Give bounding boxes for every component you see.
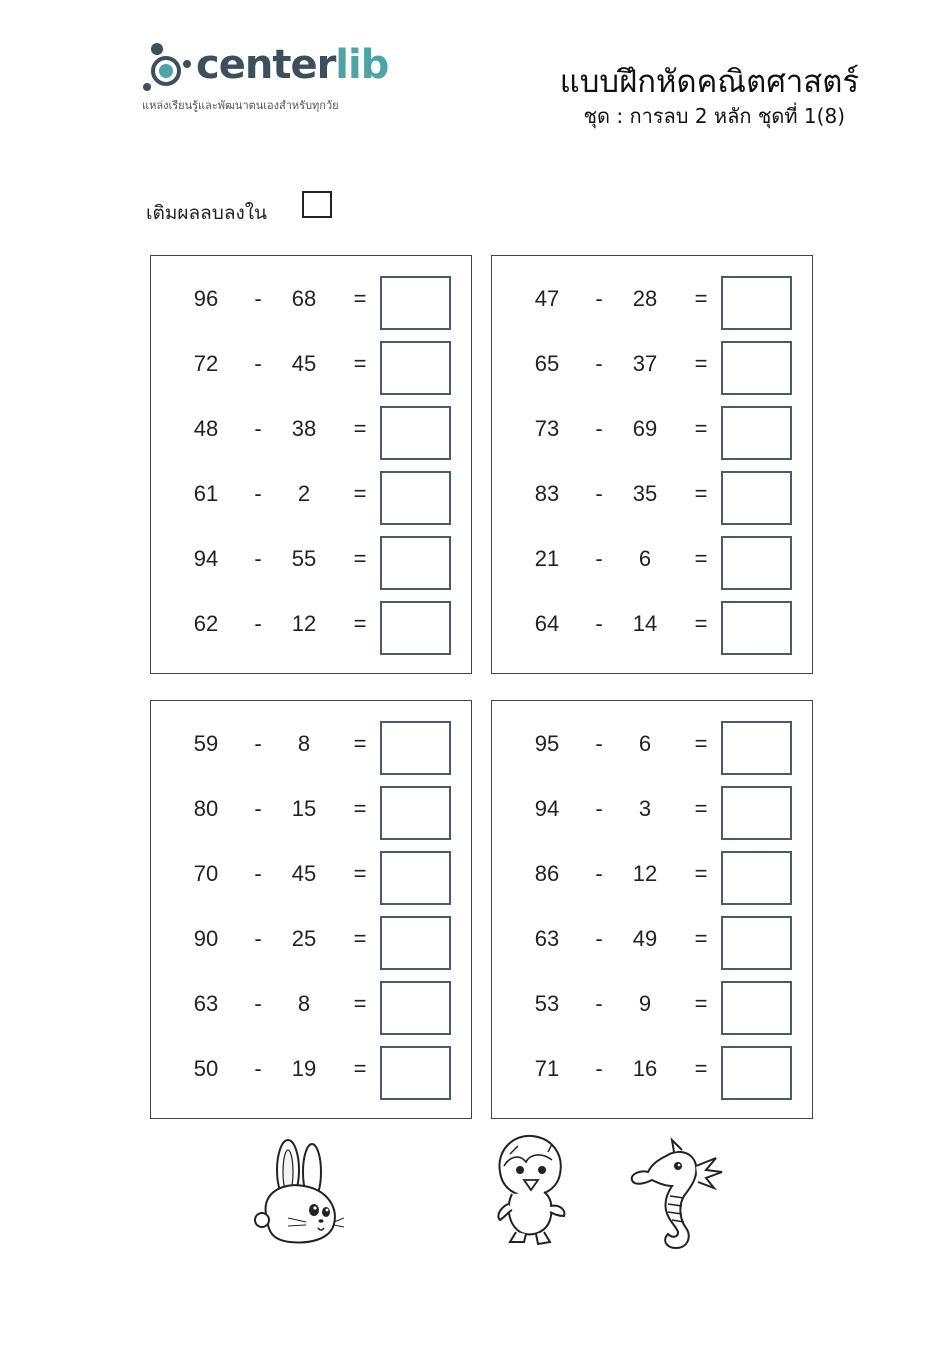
minuend: 59 (193, 731, 219, 756)
subtrahend: 25 (291, 926, 317, 951)
minuend: 83 (534, 481, 560, 506)
minuend: 94 (193, 546, 219, 571)
equals-sign: = (694, 286, 708, 311)
problem-row (492, 341, 812, 397)
minus-sign: - (254, 351, 262, 376)
subtrahend: 28 (632, 286, 658, 311)
problem-row (492, 721, 812, 777)
minus-sign: - (595, 481, 603, 506)
subtrahend: 45 (291, 351, 317, 376)
answer-box[interactable] (721, 851, 792, 905)
minuend: 63 (534, 926, 560, 951)
equals-sign: = (353, 1056, 367, 1081)
minuend: 64 (534, 611, 560, 636)
rabbit-icon (248, 1138, 344, 1246)
minus-sign: - (595, 731, 603, 756)
minus-sign: - (254, 991, 262, 1016)
problem-row (151, 851, 471, 907)
equals-sign: = (353, 611, 367, 636)
answer-box[interactable] (721, 406, 792, 460)
problem-row (492, 786, 812, 842)
minus-sign: - (254, 731, 262, 756)
answer-box[interactable] (380, 721, 451, 775)
logo-molecule-icon (138, 40, 198, 100)
answer-box[interactable] (721, 786, 792, 840)
equals-sign: = (353, 861, 367, 886)
answer-box[interactable] (721, 536, 792, 590)
minuend: 48 (193, 416, 219, 441)
answer-box[interactable] (721, 341, 792, 395)
minus-sign: - (595, 991, 603, 1016)
problem-panel-1 (150, 255, 472, 674)
equals-sign: = (353, 731, 367, 756)
minuend: 47 (534, 286, 560, 311)
answer-box[interactable] (721, 916, 792, 970)
subtrahend: 37 (632, 351, 658, 376)
equals-sign: = (694, 731, 708, 756)
minus-sign: - (254, 546, 262, 571)
minus-sign: - (595, 861, 603, 886)
subtrahend: 3 (638, 796, 652, 821)
minus-sign: - (254, 286, 262, 311)
problem-row (151, 406, 471, 462)
minus-sign: - (254, 796, 262, 821)
minus-sign: - (595, 1056, 603, 1081)
problem-row (151, 981, 471, 1037)
subtrahend: 8 (297, 731, 311, 756)
minuend: 95 (534, 731, 560, 756)
minuend: 90 (193, 926, 219, 951)
minus-sign: - (254, 416, 262, 441)
subtrahend: 6 (638, 546, 652, 571)
equals-sign: = (694, 481, 708, 506)
subtrahend: 38 (291, 416, 317, 441)
answer-box[interactable] (721, 721, 792, 775)
minuend: 61 (193, 481, 219, 506)
problem-row (492, 916, 812, 972)
answer-box[interactable] (721, 1046, 792, 1100)
equals-sign: = (694, 416, 708, 441)
minus-sign: - (254, 926, 262, 951)
worksheet-subtitle: ชุด : การลบ 2 หลัก ชุดที่ 1(8) (583, 104, 845, 128)
answer-box[interactable] (380, 406, 451, 460)
equals-sign: = (694, 1056, 708, 1081)
answer-box[interactable] (380, 341, 451, 395)
penguin-icon (490, 1132, 572, 1248)
minus-sign: - (254, 1056, 262, 1081)
problem-panel-4 (491, 700, 813, 1119)
answer-box[interactable] (380, 536, 451, 590)
minuend: 94 (534, 796, 560, 821)
subtrahend: 2 (297, 481, 311, 506)
problem-row (151, 1046, 471, 1102)
answer-box[interactable] (380, 601, 451, 655)
equals-sign: = (694, 796, 708, 821)
logo-wordmark: centerlib (196, 42, 389, 88)
equals-sign: = (694, 546, 708, 571)
minuend: 63 (193, 991, 219, 1016)
answer-box[interactable] (721, 276, 792, 330)
equals-sign: = (353, 351, 367, 376)
minus-sign: - (254, 861, 262, 886)
minus-sign: - (595, 546, 603, 571)
minuend: 80 (193, 796, 219, 821)
problem-row (492, 536, 812, 592)
subtrahend: 8 (297, 991, 311, 1016)
answer-box[interactable] (380, 1046, 451, 1100)
equals-sign: = (353, 546, 367, 571)
equals-sign: = (353, 286, 367, 311)
worksheet-title: แบบฝึกหัดคณิตศาสตร์ (559, 64, 859, 100)
equals-sign: = (353, 416, 367, 441)
minuend: 96 (193, 286, 219, 311)
minuend: 70 (193, 861, 219, 886)
equals-sign: = (353, 926, 367, 951)
problem-row (151, 471, 471, 527)
subtrahend: 16 (632, 1056, 658, 1081)
problem-row (151, 341, 471, 397)
problem-row (492, 276, 812, 332)
subtrahend: 19 (291, 1056, 317, 1081)
minus-sign: - (595, 926, 603, 951)
equals-sign: = (694, 611, 708, 636)
problem-row (151, 601, 471, 657)
problem-row (151, 721, 471, 777)
subtrahend: 15 (291, 796, 317, 821)
subtrahend: 12 (632, 861, 658, 886)
minuend: 73 (534, 416, 560, 441)
subtrahend: 12 (291, 611, 317, 636)
centerlib-logo (138, 40, 398, 120)
minuend: 53 (534, 991, 560, 1016)
equals-sign: = (353, 481, 367, 506)
problem-row (492, 1046, 812, 1102)
problem-row (151, 276, 471, 332)
minuend: 86 (534, 861, 560, 886)
problem-row (492, 471, 812, 527)
minus-sign: - (595, 351, 603, 376)
subtrahend: 68 (291, 286, 317, 311)
problem-row (492, 851, 812, 907)
answer-box[interactable] (380, 276, 451, 330)
problem-panel-3 (150, 700, 472, 1119)
answer-box[interactable] (380, 981, 451, 1035)
answer-box[interactable] (380, 916, 451, 970)
equals-sign: = (694, 351, 708, 376)
subtrahend: 55 (291, 546, 317, 571)
minuend: 50 (193, 1056, 219, 1081)
answer-box[interactable] (380, 786, 451, 840)
subtrahend: 9 (638, 991, 652, 1016)
minuend: 72 (193, 351, 219, 376)
instruction-text: เติมผลลบลงใน (146, 202, 268, 224)
equals-sign: = (353, 991, 367, 1016)
subtrahend: 14 (632, 611, 658, 636)
problem-row (151, 786, 471, 842)
problem-row (492, 406, 812, 462)
answer-box[interactable] (721, 601, 792, 655)
subtrahend: 45 (291, 861, 317, 886)
problem-row (151, 536, 471, 592)
minus-sign: - (595, 286, 603, 311)
equals-sign: = (694, 861, 708, 886)
minuend: 65 (534, 351, 560, 376)
equals-sign: = (694, 926, 708, 951)
minuend: 62 (193, 611, 219, 636)
subtrahend: 69 (632, 416, 658, 441)
problem-row (151, 916, 471, 972)
answer-box[interactable] (721, 471, 792, 525)
answer-box[interactable] (380, 471, 451, 525)
minuend: 71 (534, 1056, 560, 1081)
answer-box[interactable] (380, 851, 451, 905)
minus-sign: - (254, 481, 262, 506)
seahorse-icon (628, 1136, 724, 1254)
minus-sign: - (254, 611, 262, 636)
equals-sign: = (353, 796, 367, 821)
equals-sign: = (694, 991, 708, 1016)
problem-row (492, 981, 812, 1037)
minus-sign: - (595, 611, 603, 636)
subtrahend: 6 (638, 731, 652, 756)
instruction-example-box (302, 191, 332, 218)
subtrahend: 35 (632, 481, 658, 506)
problem-row (492, 601, 812, 657)
minus-sign: - (595, 796, 603, 821)
minuend: 21 (534, 546, 560, 571)
subtrahend: 49 (632, 926, 658, 951)
minus-sign: - (595, 416, 603, 441)
answer-box[interactable] (721, 981, 792, 1035)
logo-tagline: แหล่งเรียนรู้และพัฒนาตนเองสำหรับทุกวัย (142, 99, 339, 112)
problem-panel-2 (491, 255, 813, 674)
